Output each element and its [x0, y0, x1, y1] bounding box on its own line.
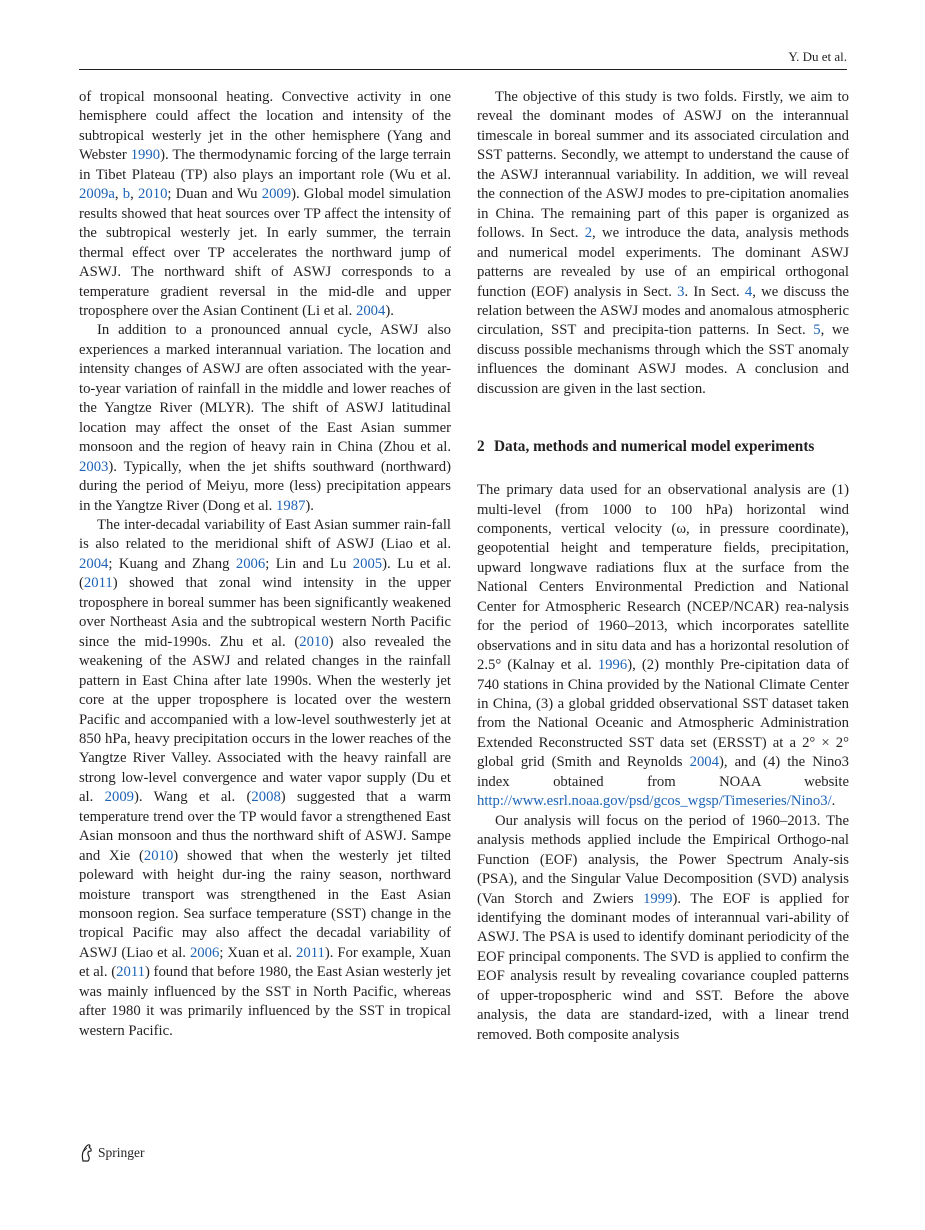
- springer-horse-icon: [79, 1143, 93, 1163]
- text-run: ; Xuan et al.: [219, 944, 297, 961]
- text-run: ). Wang et al. (: [134, 789, 252, 806]
- citation-link[interactable]: http://www.esrl.noaa.gov/psd/gcos_wgsp/Timeseries/Nino3/: [477, 793, 832, 810]
- text-run: ) found that before 1980, the East Asian westerly jet was mainly influenced by the SST in North Pacific, whereas after 1980 it was primarily influenced by the SST in tropical western Pacific.: [79, 964, 452, 1039]
- text-run: In addition to a pronounced annual cycle, ASWJ also experiences a marked interannual variation. The location and intensity changes of ASWJ are often associated with the year-to-year variation of rainfall in the middle and lower reaches of the Yangtze River (MLYR). The shift of ASWJ latitudinal location may affect the onset of the East Asian summer monsoon and the region of heavy rain in China (Zhou et al.: [79, 322, 451, 456]
- citation-link[interactable]: 2010: [138, 186, 168, 203]
- text-run: ), and (4) the Nino3 index obtained from NOAA website: [477, 754, 849, 790]
- section-number: 2: [477, 438, 485, 456]
- citation-link[interactable]: 2003: [79, 458, 109, 475]
- text-run: ). Global model simulation results showed that heat sources over TP affect the intensity of the subtropical westerly jet. In early summer, the terrain thermal effect over TP accelerates the northward jump of ASWJ. The northward shift of ASWJ corresponds to a temperature gradient reversal in the mid-dle and upper troposphere over the Asian Continent (Li et al.: [79, 186, 452, 319]
- citation-link[interactable]: 2011: [296, 944, 325, 961]
- citation-link[interactable]: 2005: [352, 555, 383, 572]
- citation-link[interactable]: 2008: [251, 789, 281, 806]
- text-run: ). The thermodynamic forcing of the large terrain in Tibet Plateau (TP) also plays an important role (Wu et al.: [79, 147, 451, 183]
- citation-link[interactable]: 2: [584, 225, 593, 242]
- text-run: ), (2) monthly Pre-cipitation data of 740 stations in China provided by the National Climate Center in China, (3) a global gridded observational SST dataset taken from the National Oceanic and Atmospheric Administration Extended Reconstructed SST data set (ERSST) at a 2° × 2° global grid (Smith and Reynolds: [477, 657, 849, 771]
- citation-link[interactable]: 2010: [143, 847, 174, 864]
- text-run: ) showed that when the westerly jet tilted poleward with height dur-ing the rainy season, northward moisture transport was strengthened in the East Asian monsoon region. Sea surface temperature (SST) change in the tropical Pacific may also affect the decadal variability of ASWJ (Liao et al.: [79, 847, 452, 961]
- text-run: ) also revealed the weakening of the ASWJ and related changes in the rainfall pattern in East China after late 1990s. When the westerly jet core at the upper troposphere is located over the western Pacific and accompanied with a low-level southwesterly jet at 850 hPa, heavy precipitation occurs in the lower reaches of the Yangtze River Valley. Associated with the heavy rainfall are strong low-level convergence and water vapor supply (Du et al.: [79, 633, 451, 806]
- section-title: Data, methods and numerical model experiments: [494, 438, 815, 456]
- section-heading: [477, 437, 849, 457]
- paragraph: [79, 321, 451, 516]
- citation-link[interactable]: 1999: [643, 890, 673, 907]
- citation-link[interactable]: 1990: [130, 147, 161, 164]
- text-run: .: [831, 793, 836, 810]
- text-run: ). Typically, when the jet shifts southward (northward) during the period of Meiyu, more (less) precipitation appears in the Yangtze River (Dong et al.: [79, 458, 451, 514]
- paragraph: [79, 516, 451, 1041]
- citation-link[interactable]: 2006: [189, 944, 220, 961]
- citation-link[interactable]: 2011: [83, 575, 113, 592]
- text-run: The objective of this study is two folds. Firstly, we aim to reveal the dominant modes of ASWJ on the interannual timescale in boreal summer and its associated circulation and SST patterns. Secondly, we attempt to understand the cause of the ASWJ interannual variability. In addition, we will reveal the connection of the ASWJ modes to pre-cipitation anomalies in China. The remaining part of this paper is organized as follows. In Sect.: [477, 89, 849, 242]
- text-run: ,: [130, 186, 139, 203]
- text-run: ,: [114, 186, 123, 203]
- left-column: [79, 88, 451, 1041]
- paragraph: [79, 88, 451, 321]
- citation-link[interactable]: b: [122, 186, 131, 203]
- text-run: ) showed that zonal wind intensity in the upper troposphere in boreal summer has been significantly weakened over Northeast Asia and the subtropical western North Pacific since the mid-1990s. Zhu et al. (: [79, 575, 451, 650]
- text-run: ; Duan and Wu: [167, 186, 262, 203]
- paragraph: [477, 88, 849, 399]
- paragraph: [477, 812, 849, 1045]
- citation-link[interactable]: 2009: [261, 186, 292, 203]
- publisher-name: Springer: [98, 1145, 145, 1160]
- text-run: ).: [305, 497, 314, 514]
- text-run: , we discuss the relation between the ASWJ modes and anomalous atmospheric circulation, SST and precipita-tion patterns. In Sect.: [477, 283, 849, 339]
- citation-link[interactable]: 1987: [276, 497, 306, 514]
- text-run: ). For example, Xuan et al. (: [79, 944, 451, 981]
- citation-link[interactable]: 2004: [689, 754, 719, 771]
- text-run: of tropical monsoonal heating. Convective activity in one hemisphere could affect the location and intensity of the subtropical westerly jet in the other hemisphere (Yang and Webster: [79, 89, 451, 164]
- text-run: ; Kuang and Zhang: [108, 555, 236, 572]
- citation-link[interactable]: 2004: [355, 302, 386, 319]
- citation-link[interactable]: 2004: [79, 555, 109, 572]
- citation-link[interactable]: 1996: [597, 657, 628, 674]
- header-rule: [79, 69, 847, 70]
- citation-link[interactable]: 5: [813, 322, 821, 339]
- paragraph: [477, 481, 849, 812]
- footer: [79, 1143, 145, 1163]
- text-run: , we introduce the data, analysis methods and numerical model experiments. The dominant ASWJ patterns are revealed by use of an empirical orthogonal function (EOF) analysis in Sect.: [477, 225, 849, 300]
- text-run: The primary data used for an observational analysis are (1) multi-level (from 1000 to 100 hPa) horizontal wind components, vertical velocity (ω, in pressure coordinate), geopotential height and temperature fields, precipitation, upward longwave radiations flux at the surface from the National Centers Environmental Prediction and National Center for Atmospheric Research (NCEP/NCAR) rea-nalysis for the period of 1960–2013, which incorporates satellite observations and in situ data and has a horizontal resolution of 2.5° (Kalnay et al.: [477, 482, 849, 674]
- citation-link[interactable]: 3: [677, 283, 685, 300]
- text-run: ) suggested that a warm temperature trend over the TP would favor a strengthened East Asian monsoon and thus the northward shift of ASWJ. Sampe and Xie (: [79, 789, 452, 864]
- text-run: , we discuss possible mechanisms through which the SST anomaly influences the dominant ASWJ modes. A conclusion and discussion are given in the last section.: [477, 322, 849, 397]
- text-run: ). The EOF is applied for identifying the dominant modes of interannual vari-ability of ASWJ. The PSA is used to identify dominant periodicity of the EOF principal components. The SVD is applied to confirm the EOF analysis result by revealing covariance coupled patterns of upper-tropospheric wind and SST. Before the above analysis, the data are standard-ized, with a linear trend removed. Both composite analysis: [477, 890, 849, 1043]
- citation-link[interactable]: 2010: [299, 633, 329, 650]
- citation-link[interactable]: 2006: [235, 555, 266, 572]
- text-run: ; Lin and Lu: [265, 555, 353, 572]
- text-run: ). Lu et al. (: [79, 555, 452, 592]
- citation-link[interactable]: 2011: [116, 964, 145, 981]
- text-run: The inter-decadal variability of East Asian summer rain-fall is also related to the meridional shift of ASWJ (Liao et al.: [79, 516, 451, 553]
- text-run: Our analysis will focus on the period of 1960–2013. The analysis methods applied include the Empirical Orthogo-nal Function (EOF) analysis, the Power Spectrum Analy-sis (PSA), and the Singular Value Decomposition (SVD) analysis (Van Storch and Zwiers: [477, 812, 849, 907]
- right-column: [477, 88, 849, 1045]
- citation-link[interactable]: 2009: [104, 789, 135, 806]
- text-run: ).: [385, 302, 394, 319]
- citation-link[interactable]: 2009a: [79, 186, 115, 203]
- citation-link[interactable]: 4: [744, 283, 753, 300]
- text-run: . In Sect.: [684, 283, 745, 300]
- running-head: Y. Du et al.: [788, 49, 847, 64]
